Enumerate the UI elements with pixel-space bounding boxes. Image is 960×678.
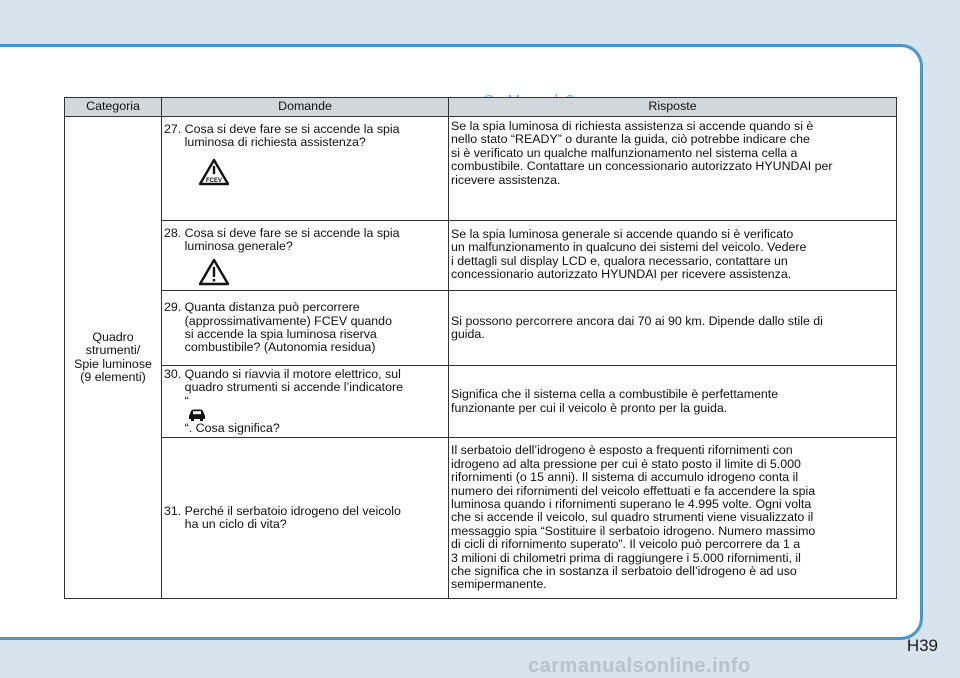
question-number: 27. xyxy=(164,122,185,136)
question-line: combustibile? (Autonomia residua) xyxy=(184,340,376,355)
question-line: si accende la spia luminosa riserva xyxy=(184,327,377,341)
header-category: Categoria xyxy=(65,98,162,117)
question-line: (approssimativamente) FCEV quando xyxy=(184,313,392,328)
answer-line: 3 milioni di chilometri prima di raggiungere i 5.000 rifornimenti, il xyxy=(451,550,801,565)
answer-line: rifornimenti (o 15 anni). Il sistema di accumulo idrogeno conta il xyxy=(451,470,799,485)
question-line: Quanta distanza può percorrere xyxy=(184,300,360,315)
question-number: 31. xyxy=(164,503,185,518)
answer-line: Significa che il sistema cella a combustibile è perfettamente xyxy=(451,387,779,402)
answer-line: che significa che in sostanza il serbatoio dell’idrogeno è ad uso xyxy=(451,563,797,578)
open-quote: “ xyxy=(184,393,189,408)
answer-line: un malfunzionamento in qualcuno dei sistemi del veicolo. Vedere xyxy=(451,240,807,255)
header-answers: Risposte xyxy=(449,98,897,117)
table-row xyxy=(65,221,897,291)
answer-cell xyxy=(449,438,897,599)
question-line: luminosa generale? xyxy=(184,239,293,254)
table-row xyxy=(65,438,897,599)
question-number: 30. xyxy=(164,367,185,381)
general-warning-icon xyxy=(198,258,230,286)
fcev-icon-label: FCEV xyxy=(205,177,223,184)
answer-line: guida. xyxy=(451,327,485,341)
answer-line: idrogeno ad alta pressione per cui è stato posto il limite di 5.000 xyxy=(451,456,801,471)
answer-cell xyxy=(449,221,897,291)
question-cell xyxy=(162,366,449,438)
header-questions: Domande xyxy=(162,98,449,117)
answer-line: Se la spia luminosa di richiesta assistenza si accende quando si è xyxy=(451,119,814,133)
page-number: H39 xyxy=(906,636,938,655)
table-row xyxy=(65,117,897,221)
table-header-row xyxy=(65,98,897,117)
table-row xyxy=(65,291,897,366)
answer-line: ricevere assistenza. xyxy=(451,172,561,187)
answer-line: Il serbatoio dell’idrogeno è esposto a frequenti rifornimenti con xyxy=(451,443,793,458)
table-row xyxy=(65,366,897,438)
category-line: Quadro xyxy=(92,329,134,344)
answer-line: combustibile. Contattare un concessionario autorizzato HYUNDAI per xyxy=(451,159,833,174)
answer-cell xyxy=(449,366,897,438)
answer-line: messaggio spia “Sostituire il serbatoio idrogeno. Numero massimo xyxy=(451,523,816,538)
answer-line: si è verificato un qualche malfunzionamento nel sistema cella a xyxy=(451,145,798,160)
answer-line: nello stato “READY” o durante la guida, ciò potrebbe indicare che xyxy=(451,132,810,147)
question-line: Cosa si deve fare se si accende la spia xyxy=(184,226,400,240)
question-line: ha un ciclo di vita? xyxy=(184,517,287,532)
answer-line: di cicli di rifornimento superato”. Il veicolo può percorrere da 1 a xyxy=(451,537,801,552)
question-cell xyxy=(162,221,449,291)
question-number: 29. xyxy=(164,300,185,315)
answer-line: i dettagli sul display LCD e, qualora necessario, contattare un xyxy=(451,253,788,268)
question-cell xyxy=(162,291,449,366)
answer-cell xyxy=(449,117,897,221)
answer-line: concessionario autorizzato HYUNDAI per ricevere assistenza. xyxy=(451,267,792,282)
car-ready-icon xyxy=(187,408,207,421)
question-cell xyxy=(162,117,449,221)
watermark-bottom: carmanualsonline.info xyxy=(528,655,751,677)
category-line: (9 elementi) xyxy=(80,369,146,384)
answer-line: che si accende il veicolo, sul quadro strumenti viene visualizzato il xyxy=(451,510,814,525)
question-line: Quando si riavvia il motore elettrico, sul xyxy=(184,367,401,381)
fcev-warning-icon xyxy=(198,158,230,186)
question-line-with-icon xyxy=(185,395,446,435)
category-line: Spie luminose xyxy=(74,356,152,371)
answer-line: Si possono percorrere ancora dai 70 ai 90 km. Dipende dallo stile di xyxy=(451,313,823,328)
question-cell xyxy=(162,438,449,599)
answer-line: luminosa quando i rifornimenti superano le 4.995 volte. Ogni volta xyxy=(451,496,812,511)
question-line: Perché il serbatoio idrogeno del veicolo xyxy=(184,503,401,518)
answer-line: numero dei rifornimenti del veicolo effettuati e fa accendere la spia xyxy=(451,483,816,498)
question-number: 28. xyxy=(164,226,185,240)
question-line: quadro strumenti si accende l’indicatore xyxy=(184,380,404,395)
category-line: strumenti/ xyxy=(85,343,141,358)
answer-line: Se la spia luminosa generale si accende quando si è verificato xyxy=(451,227,794,241)
answer-line: funzionante per cui il veicolo è pronto per la guida. xyxy=(451,400,728,415)
question-line: luminosa di richiesta assistenza? xyxy=(184,135,366,150)
question-tail: “. Cosa significa? xyxy=(184,420,280,435)
answer-cell xyxy=(449,291,897,366)
question-line: Cosa si deve fare se si accende la spia xyxy=(184,122,400,136)
category-cell xyxy=(65,117,162,599)
answer-line: semipermanente. xyxy=(451,577,547,592)
qa-table xyxy=(64,97,897,599)
